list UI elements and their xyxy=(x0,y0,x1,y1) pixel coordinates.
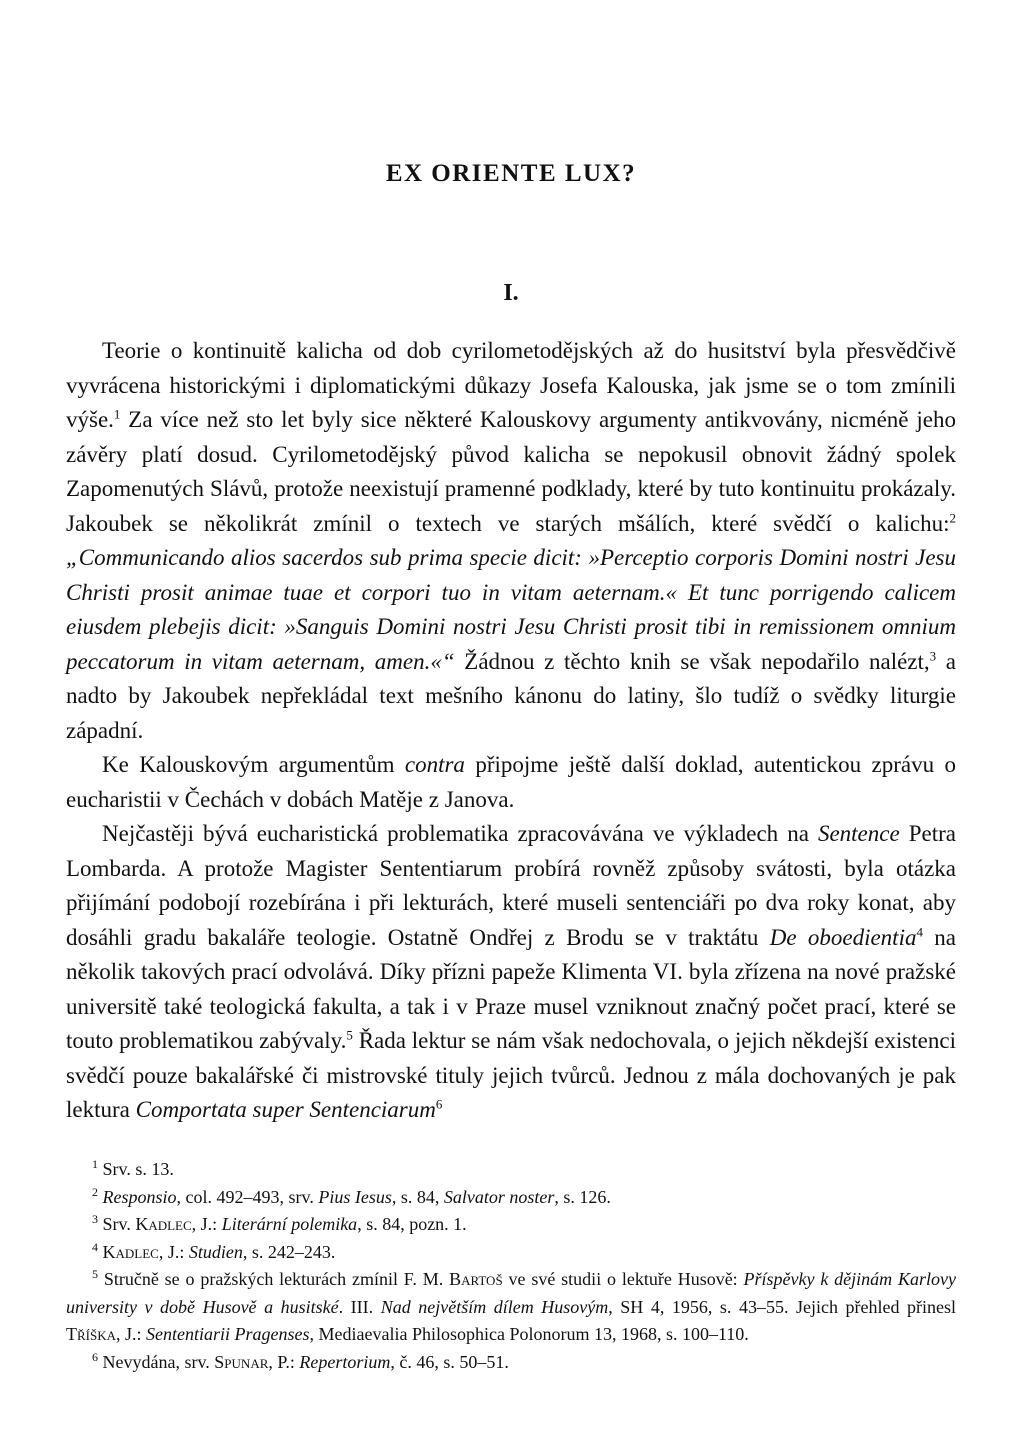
footnote-text: , J.: xyxy=(158,1241,189,1262)
footnote-number: 6 xyxy=(92,1349,98,1364)
footnote-italic: Repertorium xyxy=(299,1351,391,1372)
footnote-italic: Literární polemika xyxy=(221,1214,358,1234)
footnote-text: Srv. s. 13. xyxy=(98,1159,174,1179)
footnote-text: , J.: xyxy=(191,1214,222,1234)
author-name: Spunar xyxy=(214,1351,269,1372)
footnote-2 xyxy=(66,1184,956,1212)
paragraph-text: Za více než sto let byly sice některé Kalouskovy argumenty antikvovány, nicméně jeho závěry platí dosud. Cyrilometodějský původ kalicha se nepokusil obnovit žádný spolek Zapomenutých Slávů, protože neexistují pramenné podklady, které by tuto kontinuitu prokázaly. Jakoubek se několikrát zmínil o textech ve starých mšálích, které svědčí o kalichu: xyxy=(66,407,956,536)
author-name: Bartoš xyxy=(449,1269,503,1289)
latin-quotation: „Communicando alios sacerdos sub prima specie dicit: »Perceptio corporis Domini nostri Jesu Christi prosit animae tuae et corpori tuo in vitam aeternam.« Et tunc porrigendo calicem eiusdem plebejis dicit: »Sanguis Domini nostri Jesu Christi prosit tibi in remissionem omnium peccatorum in vitam aeternam, amen.«“ xyxy=(66,545,956,674)
italic-title: Comportata super Sentenciarum xyxy=(135,1097,436,1122)
paragraph-2 xyxy=(66,748,956,817)
italic-title: Sentence xyxy=(817,821,900,846)
author-name: Kadlec xyxy=(102,1241,159,1262)
footnote-italic: Nad největším dílem Husovým xyxy=(380,1296,609,1317)
footnote-text: , s. 84, xyxy=(391,1186,444,1207)
section-number: I. xyxy=(503,280,519,306)
footnote-italic: Studien xyxy=(188,1241,243,1262)
footnote-text: . III. xyxy=(338,1296,381,1317)
footnote-text: , col. 492–493, srv. xyxy=(176,1186,319,1207)
footnote-italic: Responsio xyxy=(102,1186,177,1207)
footnote-text: Stručně se o pražských lekturách zmínil F. M. xyxy=(98,1269,450,1289)
footnotes xyxy=(66,1156,956,1376)
footnote-italic: Příspěvky k dějinám Karlovy university v době Husově a husitské xyxy=(66,1269,956,1317)
footnote-5 xyxy=(66,1266,956,1349)
paragraph-1 xyxy=(66,334,956,748)
footnote-6 xyxy=(66,1349,956,1377)
footnote-ref-2[interactable]: 2 xyxy=(949,509,956,525)
footnote-number: 4 xyxy=(92,1239,98,1254)
page xyxy=(66,0,956,1432)
paragraph-text: připojme ještě další doklad, autentickou zprávu o eucharistii v Čechách v dobách Matěje z Janova. xyxy=(66,752,956,812)
italic-term: contra xyxy=(404,752,465,777)
footnote-ref-3[interactable]: 3 xyxy=(929,647,937,663)
footnote-text: , č. 46, s. 50–51. xyxy=(390,1351,509,1372)
footnote-ref-6[interactable]: 6 xyxy=(435,1096,443,1112)
footnote-number: 5 xyxy=(92,1267,98,1281)
footnote-text: , P.: xyxy=(268,1351,300,1372)
paragraph-text: Žádnou z těchto knih se však nepodařilo nalézt, xyxy=(454,648,930,674)
footnote-1 xyxy=(66,1156,956,1184)
footnote-4 xyxy=(66,1239,956,1267)
author-name: Tříška xyxy=(66,1324,117,1344)
footnote-text: , SH 4, 1956, s. 43–55. Jejich přehled přinesl xyxy=(608,1296,957,1317)
footnote-text: , s. 84, pozn. 1. xyxy=(357,1214,467,1234)
paragraph-text: Nejčastěji bývá eucharistická problematika zpracovávána ve výkladech na xyxy=(102,821,818,846)
paragraph-text: Řada lektur se nám však nedochovala, o jejich někdejší existenci svědčí pouze bakalářské či mistrovské tituly jejich tvůrců. Jednou z mála dochovaných je pak lektura xyxy=(66,1028,956,1122)
italic-title: De oboedientia xyxy=(769,924,917,950)
footnote-italic: Salvator noster xyxy=(443,1186,555,1207)
footnote-3 xyxy=(66,1211,956,1239)
paragraph-text: Teorie o kontinuitě kalicha od dob cyrilometodějských až do husitství byla přesvědčivě vyvrácena historickými i diplomatickými důkazy Josefa Kalouska, jak jsme se o tom zmínili výše. xyxy=(66,338,956,432)
footnote-number: 1 xyxy=(92,1157,98,1171)
footnote-number: 2 xyxy=(92,1184,98,1199)
author-name: Kadlec xyxy=(135,1214,192,1234)
paragraph-3 xyxy=(66,817,956,1128)
footnote-text: , s. 126. xyxy=(554,1186,611,1207)
paragraph-text: Petra Lombarda. A protože Magister Sententiarum probírá rovněž způsoby svátosti, byla otázka přijímání podobojí rozebírána i při lekturách, které museli sentenciáři po dva roky konat, aby dosáhli gradu bakaláře teologie. Ostatně Ondřej z Brodu se v traktátu xyxy=(66,821,956,950)
footnote-text: , J.: xyxy=(116,1324,147,1344)
footnote-italic: Sententiarii Pragenses xyxy=(146,1324,310,1344)
paragraph-text: a nadto by Jakoubek nepřekládal text mešního kánonu do latiny, šlo tudíž o svědky liturgie západní. xyxy=(66,648,957,743)
footnote-text: Nevydána, srv. xyxy=(98,1351,215,1372)
footnote-text: , Mediaevalia Philosophica Polonorum 13, 1968, s. 100–110. xyxy=(309,1324,749,1344)
footnote-ref-4[interactable]: 4 xyxy=(916,923,923,939)
footnote-number: 3 xyxy=(92,1212,98,1226)
footnote-text: ve své studii o lektuře Husově: xyxy=(502,1269,744,1289)
footnote-ref-5[interactable]: 5 xyxy=(346,1027,353,1043)
footnote-ref-1[interactable]: 1 xyxy=(113,406,121,422)
paragraph-text: Ke Kalouskovým argumentům xyxy=(102,752,405,777)
footnote-italic: Pius Iesus xyxy=(318,1186,392,1207)
body-text xyxy=(66,334,956,1128)
paragraph-text: na několik takových prací odvolává. Díky přízni papeže Klimenta VI. byla zřízena na nové pražské universitě také teologická fakulta, a tak i v Praze musel vzniknout značný počet prací, které se touto problematikou zabývaly. xyxy=(66,924,956,1053)
footnote-text: Srv. xyxy=(98,1214,136,1234)
footnote-text: , s. 242–243. xyxy=(242,1241,336,1262)
chapter-title: EX ORIENTE LUX? xyxy=(385,160,637,187)
